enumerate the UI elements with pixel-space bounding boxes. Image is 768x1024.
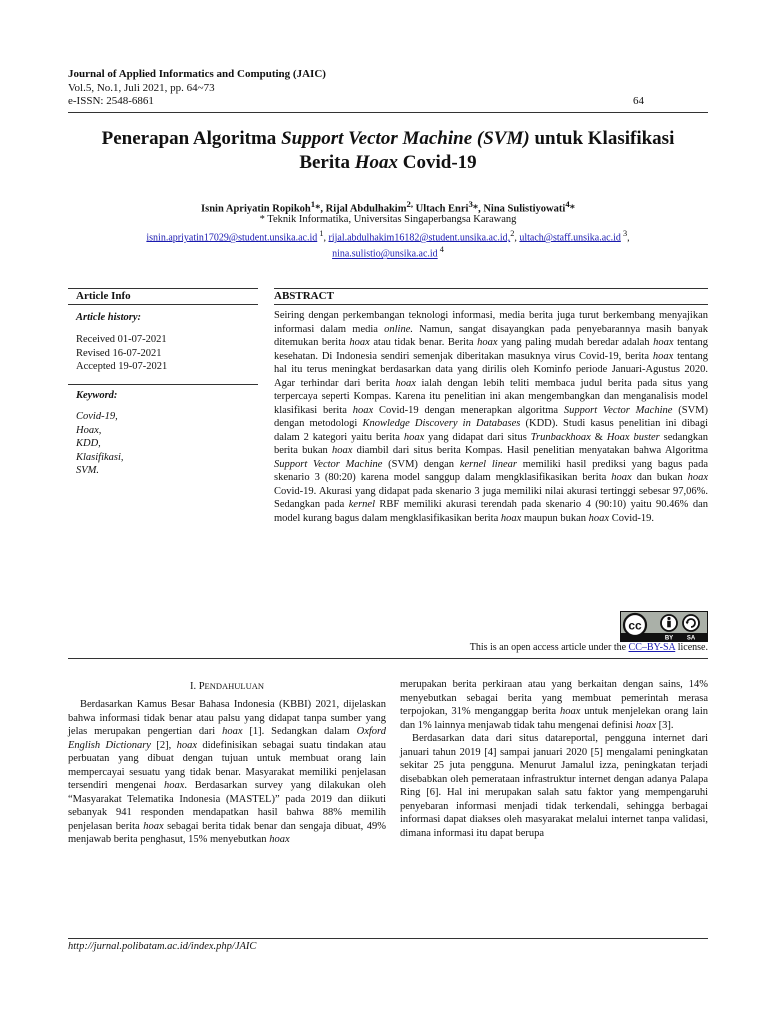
author-list: [68, 199, 708, 215]
italic-text: Hoax buster: [606, 431, 660, 443]
text-run: diambil dari situs berita Kompas. Hasil penelitian menyatakan bahwa Algoritma: [352, 445, 709, 456]
section-heading-numeral: I. P: [189, 681, 205, 692]
text-run: (SVM) dengan: [382, 458, 460, 470]
text-run: atau tidak benar. Berita: [369, 337, 478, 348]
italic-text: kernel: [348, 499, 375, 510]
left-column-text: [68, 698, 386, 847]
keyword-item: Covid-19,: [76, 411, 118, 422]
author-name: Ultach Enri: [413, 203, 469, 215]
title-text: Covid-19: [398, 152, 477, 173]
italic-text: online.: [384, 323, 414, 335]
email-list: isnin.apriyatin17029@student.unsika.ac.id $^1$, rijal.abdulhakim16182@student.unsika.ac.id,$^2$, ultach@staff.unsika.ac.id $^3$, nina.sulistio@unsika.ac.id $^4$: [146, 229, 630, 260]
italic-text: hoax: [395, 377, 416, 389]
abstract-heading-rule: [274, 304, 708, 305]
keyword-item: Hoax,: [76, 424, 102, 436]
italic-text: hoax: [403, 431, 425, 443]
keyword-label: Keyword:: [76, 390, 118, 401]
revised-date: Revised 16-07-2021: [76, 347, 162, 359]
history-label: Article history:: [76, 312, 142, 323]
italic-text: hoax: [611, 472, 632, 483]
title-text: Berita: [299, 152, 355, 173]
text-run: [1]. Sedangkan dalam: [242, 726, 357, 737]
text-run: RBF memiliki akurasi terendah pada skenario 4 (90:10) yaitu 90.46% dan model kurang bagus dalam mengklasifikasikan berita: [274, 499, 708, 524]
keyword-item: SVM.: [76, 465, 100, 476]
right-column-text: [400, 678, 708, 840]
abstract-text: [274, 309, 708, 525]
author-mark: *: [569, 203, 575, 215]
italic-text: Oxford English Dictionary: [68, 726, 386, 751]
page-number: 64: [633, 95, 644, 107]
issn-line: e-ISSN: 2548-6861: [68, 95, 154, 107]
text-run: untuk menjelekan orang lain dan 1% lainnya menjawab tidak tahu mengenai definisi: [400, 706, 708, 731]
italic-text: hoax: [559, 706, 581, 717]
author-sup: 3: [468, 199, 473, 209]
text-run: Seiring dengan perkembangan teknologi informasi, media berita juga turut berkembang menyajikan informasi dalam media: [274, 310, 708, 335]
italic-text: hoax: [652, 350, 674, 362]
text-run: merupakan berita perkiraan atau yang berkaitan dengan sains, 14% menyebutkan sebagai berita yang membuat pemerintah merasa terpojokan, 31% menganggap berita: [400, 679, 708, 717]
text-run: tentang kesehatan. Di Indonesia sendiri semenjak diberitakan masuknya virus Covid-19, berita: [274, 337, 709, 362]
text-run: Covid-19.: [609, 512, 654, 524]
text-run: Namun, sangat disayangkan pada penyebarannya masih banyak ditemukan berita: [274, 323, 708, 348]
title-text-italic: Hoax: [354, 152, 399, 173]
footer-url: http://jurnal.polibatam.ac.id/index.php/JAIC: [68, 941, 257, 952]
author-name: Isnin Apriyatin Ropikoh: [201, 203, 311, 215]
license-note-text: This is an open access article under the: [469, 642, 629, 653]
footer-rule: [68, 938, 708, 939]
italic-text: hoax: [477, 337, 498, 348]
keyword-item: Klasifikasi,: [76, 451, 124, 463]
author-sup: 2,: [406, 199, 414, 209]
license-note: [274, 642, 708, 653]
text-run: didefinisikan sebagai suatu tindakan atau perbuatan yang dibuat dengan tujuan untuk membuat orang lain mempercayai sesuatu yang tidak benar. Masyarakat memiliki penjelasan tersendiri mengenai: [68, 739, 386, 791]
text-run: Covid-19 dengan menerapkan algoritma: [373, 404, 564, 416]
italic-text: Trunbackhoax: [530, 431, 591, 443]
author-sup: 1: [310, 199, 316, 209]
info-heading-rule: [68, 304, 258, 305]
italic-text: hoax: [500, 512, 522, 524]
italic-text: Knowledge Discovery in Databases: [362, 418, 521, 429]
text-run: Berdasarkan Kamus Besar Bahasa Indonesia (KBBI) 2021, dijelaskan bahwa informasi tidak benar atau palsu yang didapat tanpa sumber yang jelas merupakan pengertian dari: [68, 699, 386, 737]
italic-text: hoax: [143, 820, 164, 832]
italic-text: kernel linear: [459, 458, 517, 470]
text-run: sebagai berita tidak benar dan sengaja dibuat, 49% menjawab berita penghasut, 15% menyebutkan: [68, 820, 386, 845]
email-link[interactable]: rijal.abdulhakim16182@student.unsika.ac.id,: [328, 232, 511, 244]
text-run: Berdasarkan data dari situs datareportal, pengguna internet dari januari tahun 2019 [4] sampai januari 2020 [5] mengalami peningkatan sekitar 25 juta pengguna. Menurut Jamalul izza, peningkatan terjadi disebabkan oleh pemerataan infrastruktur internet dengan adanya Palapa Ring [6]. Hal ini merupakan salah satu faktor yang mempengaruhi penyebaran informasi menjadi tidak terkendali, sehingga berbagai informasi dapat diakses oleh masyarakat melalui internet tanpa validasi, dimana informasi itu dapat berupa: [400, 733, 708, 839]
title-text: untuk Klasifikasi: [529, 128, 675, 149]
title-line-1: [68, 127, 708, 151]
author-name: *, Nina Sulistiyowati: [472, 203, 566, 215]
text-run: (SVM) dengan metodologi: [274, 404, 708, 429]
affiliation: * Teknik Informatika, Universitas Singaperbangsa Karawang: [259, 214, 517, 225]
text-run: &: [590, 431, 607, 443]
italic-text: hoax: [687, 472, 709, 483]
text-run: [3].: [656, 719, 674, 731]
italic-text: hoax: [176, 739, 197, 751]
section-heading: [68, 681, 386, 692]
section-heading-rest: ENDAHULUAN: [204, 681, 265, 691]
article-info-heading: Article Info: [76, 290, 131, 302]
paper-title: [68, 127, 708, 175]
email-link[interactable]: isnin.apriyatin17029@student.unsika.ac.id: [146, 232, 318, 244]
text-run: [2],: [150, 739, 177, 751]
cc-license-badge: [620, 611, 708, 642]
accepted-date: Accepted 19-07-2021: [76, 361, 168, 372]
volume-line: Vol.5, No.1, Juli 2021, pp. 64~73: [68, 81, 215, 94]
license-note-text: license.: [675, 642, 708, 653]
abstract-heading: ABSTRACT: [274, 290, 334, 302]
italic-text: hoax: [163, 780, 185, 791]
cc-by-sa-icon: [621, 612, 707, 641]
title-line-2: [68, 151, 708, 175]
text-run: (KDD). Studi kasus penelitian ini dibagi dalam 2 kategori yaitu berita: [274, 418, 708, 443]
italic-text: hoax: [269, 834, 290, 845]
italic-text: hoax: [635, 719, 657, 731]
text-run: dan bukan: [631, 472, 688, 483]
title-text: Penerapan Algoritma: [101, 128, 282, 149]
cc-by-sa-link[interactable]: CC–BY-SA: [628, 642, 676, 653]
text-run: yang didapat dari situs: [424, 431, 531, 443]
email-link[interactable]: nina.sulistio@unsika.ac.id: [332, 248, 438, 260]
keyword-item: KDD,: [76, 438, 101, 449]
abstract-top-rule: [274, 288, 708, 289]
keyword-rule: [68, 384, 258, 385]
author-sup: 4: [565, 199, 570, 209]
cc-logo-text: cc: [628, 618, 642, 633]
italic-text: Support Vector Machine: [274, 458, 383, 470]
text-run: sedangkan berita bukan: [274, 431, 708, 456]
received-date: Received 01-07-2021: [76, 334, 167, 345]
text-run: ialah dengan lebih teliti membaca judul berita pada situs yang terpercaya seperti Kompas. Karena itu penelitian ini akan mengembangkan dan menganalisis model klasifikasi berita: [274, 377, 708, 416]
email-sup: 3: [620, 229, 628, 238]
by-text: BY: [664, 635, 674, 641]
text-run: memiliki hasil prediksi yang bagus pada skenario 3 (80:20) karena model sanggup dalam mengklasifikasikan berita: [274, 458, 708, 483]
email-sup: 4: [437, 245, 444, 255]
email-sup: 1: [317, 229, 324, 238]
sa-text: SA: [686, 635, 696, 641]
keyword-list: [76, 410, 124, 478]
journal-name: Journal of Applied Informatics and Computing (JAIC): [68, 68, 326, 80]
italic-text: hoax: [588, 512, 610, 524]
history-dates: [76, 333, 167, 374]
paragraph: [400, 678, 708, 732]
email-sup: 2: [510, 229, 515, 238]
email-link[interactable]: ultach@staff.unsika.ac.id: [519, 232, 621, 244]
paragraph: [68, 698, 386, 847]
journal-header: [68, 68, 326, 109]
abstract-bottom-rule: [68, 658, 708, 659]
author-name: *, Rijal Abdulhakim: [315, 203, 407, 215]
italic-text: hoax: [349, 337, 370, 348]
italic-text: Support Vector Machine: [563, 404, 673, 416]
title-text-italic: Support Vector Machine (SVM): [281, 128, 530, 149]
text-run: maupun bukan: [521, 512, 589, 524]
paragraph: [400, 732, 708, 840]
italic-text: hoax: [653, 337, 674, 348]
italic-text: hoax: [332, 445, 353, 456]
italic-text: hoax: [352, 404, 374, 416]
text-run: . Berdasarkan survey yang dilakukan oleh “Masyarakat Telematika Indonesia (MASTEL)” pada 2019 dan diikuti sebanyak 941 responden mendapatkan hasil bahwa 88% memilih penjelasan berita: [68, 780, 386, 832]
text-run: tentang hal itu terus meningkat berdasarkan data yang dirilis oleh Kominfo periode Januari-Agustus 2020. Agar terhindar dari berita: [274, 350, 708, 389]
info-top-rule: [68, 288, 258, 289]
text-run: Covid-19. Akurasi yang didapat pada skenario 3 juga memiliki nilai akurasi tertinggi sebesar 97,06%. Sedangkan pada: [274, 485, 708, 510]
text-run: yang paling mudah beredar adalah: [497, 337, 654, 348]
italic-text: hoax: [222, 726, 243, 737]
header-rule: [68, 112, 708, 113]
